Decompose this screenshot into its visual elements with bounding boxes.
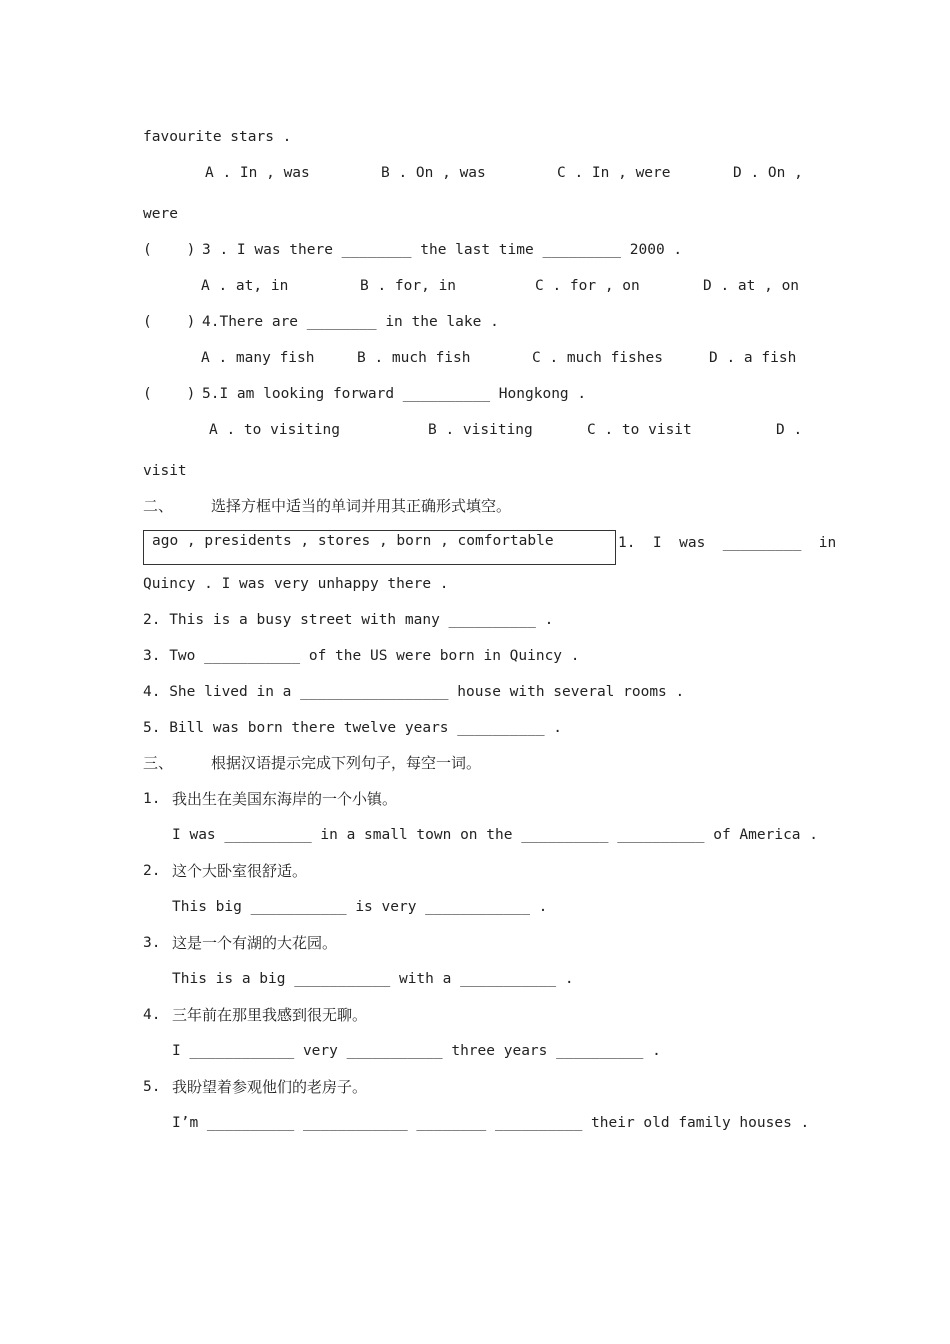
q5-stem: 5.I am looking forward __________ Hongkong . [202,386,587,402]
q2-option-c: C . In , were [557,165,671,181]
s2-q3: 3. Two ___________ of the US were born in Quincy . [143,648,580,664]
q2-option-d-wrap: were [143,206,178,222]
q5-option-c: C . to visit [587,422,692,438]
s2-q2: 2. This is a busy street with many __________ . [143,612,554,628]
s3-item-english: I was __________ in a small town on the __________ __________ of America . [172,827,819,843]
section3-number: 三、 [143,754,174,772]
q3-option-c: C . for , on [535,278,640,294]
q5-option-d: D . [776,422,803,438]
q2-option-a: A . In , was [205,165,310,181]
s3-item-english: This big ___________ is very ____________ . [172,899,548,915]
q3-option-a: A . at, in [201,278,289,294]
s3-item-chinese: 我出生在美国东海岸的一个小镇。 [172,790,398,808]
s3-item-english: I ____________ very ___________ three years __________ . [172,1043,661,1059]
q3-stem: 3 . I was there ________ the last time _________ 2000 . [202,242,683,258]
q4-option-b: B . much fish [357,350,471,366]
s3-item-number: 5. [143,1079,161,1095]
s2-q1-wrap: Quincy . I was very unhappy there . [143,576,449,592]
s3-item-chinese: 三年前在那里我感到很无聊。 [172,1006,368,1024]
q2-stem-tail: favourite stars . [143,129,292,145]
q3-option-b: B . for, in [360,278,457,294]
q5-option-d-wrap: visit [143,463,187,479]
q5-option-b: B . visiting [428,422,533,438]
q5-answer-paren: ( ) [143,386,196,402]
s3-item-english: I’m __________ ____________ ________ __________ their old family houses . [172,1115,810,1131]
section3-heading: 根据汉语提示完成下列句子，每空一词。 [211,754,482,772]
q2-option-d: D . On , [733,165,803,181]
q4-answer-paren: ( ) [143,314,196,330]
q3-answer-paren: ( ) [143,242,196,258]
s2-q4: 4. She lived in a _________________ house with several rooms . [143,684,685,700]
s2-q5: 5. Bill was born there twelve years __________ . [143,720,563,736]
s3-item-number: 2. [143,863,161,879]
s3-item-chinese: 这是一个有湖的大花园。 [172,934,338,952]
s2-q1-start: 1. I was _________ in [618,535,837,551]
s3-item-number: 1. [143,791,161,807]
q2-option-b: B . On , was [381,165,486,181]
word-bank-list: ago , presidents , stores , born , comfortable [152,533,554,549]
q4-option-c: C . much fishes [532,350,663,366]
q5-option-a: A . to visiting [209,422,340,438]
word-bank-box [143,530,616,565]
q3-option-d: D . at , on [703,278,800,294]
section2-heading: 选择方框中适当的单词并用其正确形式填空。 [211,497,512,515]
section2-number: 二、 [143,497,174,515]
s3-item-chinese: 我盼望着参观他们的老房子。 [172,1078,368,1096]
s3-item-chinese: 这个大卧室很舒适。 [172,862,308,880]
s3-item-number: 3. [143,935,161,951]
s3-item-number: 4. [143,1007,161,1023]
q4-option-d: D . a fish [709,350,797,366]
s3-item-english: This is a big ___________ with a ___________ . [172,971,574,987]
q4-stem: 4.There are ________ in the lake . [202,314,499,330]
q4-option-a: A . many fish [201,350,315,366]
